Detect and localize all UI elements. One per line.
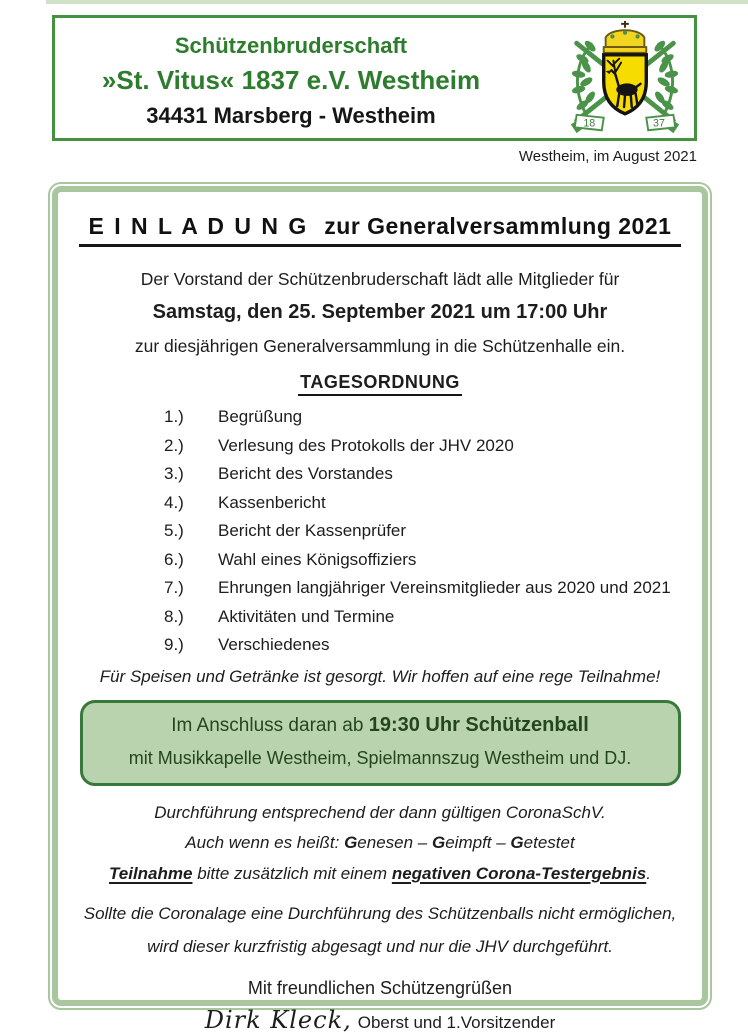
svg-text:37: 37 bbox=[653, 117, 665, 130]
agenda-item bbox=[164, 574, 702, 603]
agenda-item bbox=[164, 631, 702, 660]
agenda-item-text: Bericht der Kassenprüfer bbox=[218, 521, 407, 541]
word-geimpft: eimpft bbox=[445, 832, 492, 852]
corona-3g-prefix: Auch wenn es heißt: bbox=[185, 832, 345, 852]
invitation-title bbox=[58, 213, 702, 247]
club-subtitle: »St. Vitus« 1837 e.V. Westheim bbox=[101, 65, 481, 95]
agenda-item-number: 1.) bbox=[164, 407, 184, 427]
crest-crown-icon bbox=[604, 21, 647, 53]
agenda-item bbox=[164, 546, 702, 575]
catering-note: Für Speisen und Getränke ist gesorgt. Wir hoffen auf eine rege Teilnahme! bbox=[99, 666, 661, 686]
invitation-title-word: E I N L A D U N G bbox=[88, 213, 309, 239]
svg-text:18: 18 bbox=[583, 117, 596, 130]
agenda-item-text: Ehrungen langjähriger Vereinsmitglieder aus 2020 und 2021 bbox=[218, 578, 671, 598]
agenda-item bbox=[164, 489, 702, 518]
agenda-item bbox=[164, 432, 702, 461]
signature-line bbox=[58, 1006, 702, 1034]
agenda-item-text: Begrüßung bbox=[218, 407, 303, 427]
ball-line-2: mit Musikkapelle Westheim, Spielmannszug Westheim und DJ. bbox=[128, 747, 632, 768]
invitation-content bbox=[52, 186, 708, 1034]
club-name: Schützenbruderschaft bbox=[174, 33, 408, 58]
corona-test-mid: bitte zusätzlich mit einem bbox=[192, 863, 392, 883]
agenda-item-number: 2.) bbox=[164, 435, 184, 455]
agenda-item-number: 5.) bbox=[164, 521, 184, 541]
dash-separator: – bbox=[491, 832, 511, 852]
agenda-title-row bbox=[58, 357, 702, 396]
g-letter: G bbox=[344, 832, 358, 852]
agenda-list bbox=[58, 403, 702, 660]
ball-line-1 bbox=[89, 714, 672, 737]
agenda-item-text: Wahl eines Königsoffiziers bbox=[218, 549, 417, 569]
page-top-edge-strip bbox=[46, 0, 748, 4]
cancellation-line-1: Sollte die Coronalage eine Durchführung des Schützenballs nicht ermöglichen, bbox=[83, 903, 677, 923]
agenda-item-text: Kassenbericht bbox=[218, 492, 326, 512]
invitation-frame bbox=[48, 182, 712, 1034]
agenda-item-number: 6.) bbox=[164, 549, 184, 569]
agenda-item-text: Aktivitäten und Termine bbox=[218, 606, 395, 626]
event-date-line: Samstag, den 25. September 2021 um 17:00 Uhr bbox=[152, 301, 608, 323]
word-getestet: etestet bbox=[523, 832, 575, 852]
dash-separator: – bbox=[413, 832, 432, 852]
cancellation-line-2: wird dieser kurzfristig abgesagt und nur die JHV durchgeführt. bbox=[147, 936, 613, 956]
club-crest-logo bbox=[561, 20, 689, 143]
crest-banner-18 bbox=[575, 115, 604, 130]
negative-test-emphasis: negativen Corona-Testergebnis bbox=[391, 863, 647, 883]
crest-graphic bbox=[561, 20, 689, 138]
agenda-item-text: Verschiedenes bbox=[218, 635, 330, 655]
corona-3g-line bbox=[58, 833, 702, 853]
agenda-item-number: 9.) bbox=[164, 635, 184, 655]
club-letterhead-box bbox=[52, 15, 697, 141]
closing-greeting: Mit freundlichen Schützengrüßen bbox=[247, 977, 513, 998]
corona-test-period: . bbox=[646, 863, 651, 883]
agenda-item-text: Bericht des Vorstandes bbox=[218, 464, 393, 484]
agenda-item-number: 3.) bbox=[164, 464, 184, 484]
agenda-item bbox=[164, 517, 702, 546]
intro-line-1: Der Vorstand der Schützenbruderschaft lädt alle Mitglieder für bbox=[140, 269, 620, 289]
g-letter: G bbox=[510, 832, 524, 852]
crest-banner-37 bbox=[646, 115, 675, 130]
agenda-item-number: 4.) bbox=[164, 492, 184, 512]
signature-title: Oberst und 1.Vorsitzender bbox=[357, 1012, 556, 1032]
g-letter: G bbox=[431, 832, 446, 852]
ball-time-title: 19:30 Uhr Schützenball bbox=[368, 713, 589, 736]
teilnahme-emphasis: Teilnahme bbox=[109, 863, 193, 883]
agenda-item bbox=[164, 603, 702, 632]
word-genesen: enesen bbox=[357, 832, 414, 852]
agenda-item bbox=[164, 460, 702, 489]
ball-line-1-prefix: Im Anschluss daran ab bbox=[171, 714, 369, 736]
agenda-item-number: 7.) bbox=[164, 578, 184, 598]
agenda-title: TAGESORDNUNG bbox=[298, 372, 462, 396]
corona-test-line bbox=[58, 864, 702, 884]
place-date-line: Westheim, im August 2021 bbox=[518, 148, 697, 165]
invitation-title-subject: zur Generalversammlung 2021 bbox=[324, 213, 672, 239]
crest-shield-icon bbox=[604, 55, 647, 114]
club-letterhead-text bbox=[65, 33, 517, 129]
corona-rule-line: Durchführung entsprechend der dann gültigen CoronaSchV. bbox=[154, 802, 606, 822]
agenda-item-number: 8.) bbox=[164, 606, 184, 626]
signature-name: Dirk Kleck, bbox=[204, 1005, 352, 1034]
agenda-item bbox=[164, 403, 702, 432]
intro-line-2: zur diesjährigen Generalversammlung in die Schützenhalle ein. bbox=[134, 336, 626, 356]
schuetzenball-box bbox=[80, 700, 681, 786]
agenda-item-text: Verlesung des Protokolls der JHV 2020 bbox=[218, 435, 514, 455]
club-address: 34431 Marsberg - Westheim bbox=[146, 103, 436, 128]
